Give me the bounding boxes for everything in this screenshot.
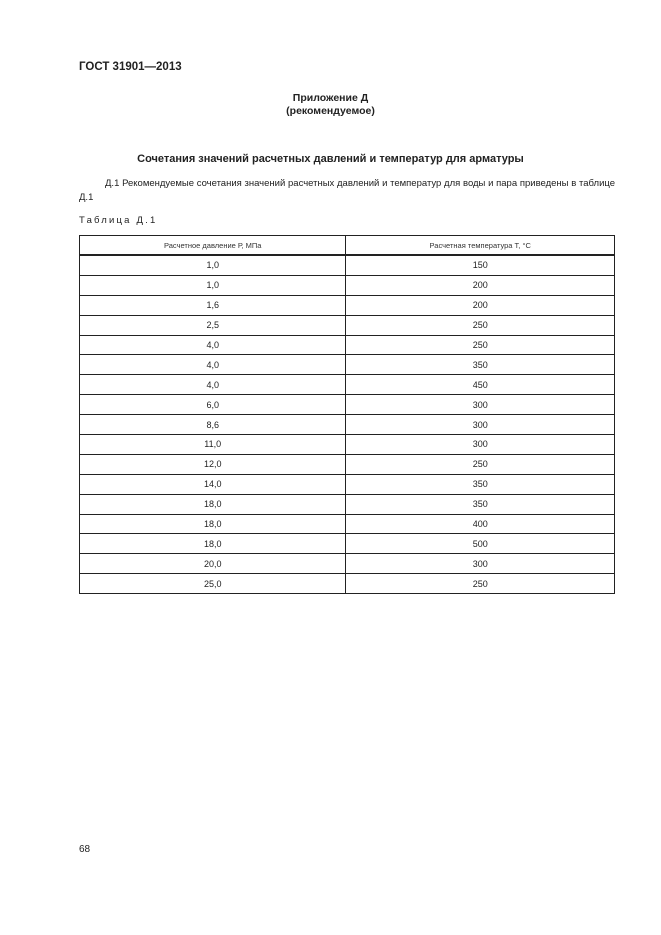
appendix-status: (рекомендуемое) xyxy=(286,105,375,117)
temperature-cell: 350 xyxy=(346,474,615,494)
pressure-cell: 4,0 xyxy=(80,355,346,375)
table-row xyxy=(80,295,615,315)
temperature-cell: 400 xyxy=(346,514,615,534)
pressure-cell: 18,0 xyxy=(80,534,346,554)
temperature-cell: 150 xyxy=(346,255,615,275)
intro-paragraph-text: Д.1 Рекомендуемые сочетания значений расчетных давлений и температур для воды и пара приведены в таблице Д.1 xyxy=(79,178,615,203)
pressure-cell: 4,0 xyxy=(80,375,346,395)
temperature-cell: 450 xyxy=(346,375,615,395)
pressure-cell: 14,0 xyxy=(80,474,346,494)
table-row xyxy=(80,315,615,335)
pressure-cell: 11,0 xyxy=(80,435,346,455)
pressure-cell: 4,0 xyxy=(80,335,346,355)
section-heading: Сочетания значений расчетных давлений и температур для арматуры xyxy=(137,153,524,165)
intro-paragraph xyxy=(79,177,615,205)
temperature-cell: 250 xyxy=(346,574,615,594)
page-number: 68 xyxy=(79,844,91,855)
table-caption: Таблица Д.1 xyxy=(79,215,158,226)
pressure-cell: 25,0 xyxy=(80,574,346,594)
column-header-temperature: Расчетная температура Т, °С xyxy=(346,236,615,256)
temperature-cell: 250 xyxy=(346,315,615,335)
pressure-cell: 1,0 xyxy=(80,275,346,295)
table-row xyxy=(80,534,615,554)
temperature-cell: 300 xyxy=(346,554,615,574)
pressure-cell: 18,0 xyxy=(80,514,346,534)
pressure-cell: 18,0 xyxy=(80,494,346,514)
pressure-cell: 20,0 xyxy=(80,554,346,574)
table-row xyxy=(80,474,615,494)
table-row xyxy=(80,255,615,275)
temperature-cell: 350 xyxy=(346,355,615,375)
column-header-pressure: Расчетное давление Р, МПа xyxy=(80,236,346,256)
table-row xyxy=(80,554,615,574)
table-row xyxy=(80,335,615,355)
pressure-cell: 1,0 xyxy=(80,255,346,275)
table-row xyxy=(80,375,615,395)
temperature-cell: 250 xyxy=(346,335,615,355)
temperature-cell: 300 xyxy=(346,435,615,455)
table-row xyxy=(80,454,615,474)
pressure-cell: 8,6 xyxy=(80,415,346,435)
temperature-cell: 300 xyxy=(346,415,615,435)
table-row xyxy=(80,514,615,534)
standard-code: ГОСТ 31901—2013 xyxy=(79,61,182,73)
temperature-cell: 350 xyxy=(346,494,615,514)
table-row xyxy=(80,355,615,375)
temperature-cell: 200 xyxy=(346,275,615,295)
table-row xyxy=(80,494,615,514)
pressure-cell: 12,0 xyxy=(80,454,346,474)
temperature-cell: 500 xyxy=(346,534,615,554)
table-row xyxy=(80,435,615,455)
pressure-cell: 6,0 xyxy=(80,395,346,415)
table-header-row xyxy=(80,236,615,256)
temperature-cell: 250 xyxy=(346,454,615,474)
pressure-cell: 2,5 xyxy=(80,315,346,335)
temperature-cell: 200 xyxy=(346,295,615,315)
appendix-title: Приложение Д xyxy=(292,92,369,104)
appendix-header xyxy=(0,92,661,118)
temperature-cell: 300 xyxy=(346,395,615,415)
table-row xyxy=(80,395,615,415)
table-row xyxy=(80,275,615,295)
pressure-cell: 1,6 xyxy=(80,295,346,315)
table-row xyxy=(80,415,615,435)
table-row xyxy=(80,574,615,594)
pressure-temperature-table xyxy=(79,235,615,594)
